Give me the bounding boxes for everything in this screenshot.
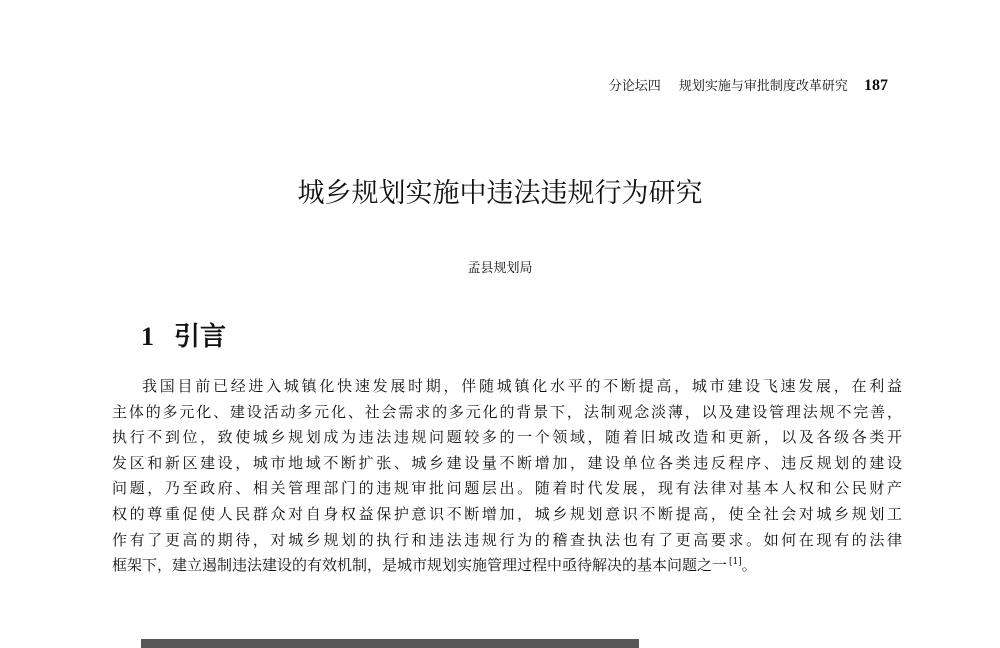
running-header-section: 分论坛四 xyxy=(608,79,661,94)
paragraph-line-last xyxy=(112,553,902,579)
running-header-title: 规划实施与审批制度改革研究 xyxy=(678,79,848,94)
section-number: 1 xyxy=(141,322,154,351)
closing-punctuation: 。 xyxy=(741,556,757,575)
paragraph-line: 权的尊重促使人民群众对自身权益保护意识不断增加，城乡规划意识不断提高，使全社会对城乡规划工 xyxy=(112,504,902,523)
page-number: 187 xyxy=(864,77,888,94)
paragraph-line-text: 框架下，建立遏制违法建设的有效机制，是城市规划实施管理过程中亟待解决的基本问题之一 xyxy=(112,556,728,575)
author-affiliation: 孟县规划局 xyxy=(467,261,533,276)
paragraph-line: 发区和新区建设，城市地域不断扩张、城乡建设量不断增加，建设单位各类违反程序、违反规划的建设 xyxy=(112,453,902,472)
section-heading-text: 引言 xyxy=(174,322,227,352)
clipped-next-section-heading xyxy=(141,639,639,648)
running-header xyxy=(609,77,888,96)
paragraph-line: 作有了更高的期待，对城乡规划的执行和违法违规行为的稽查执法也有了更高要求。如何在现有的法律 xyxy=(112,530,902,549)
body-paragraph xyxy=(112,374,902,579)
paragraph-line: 我国目前已经进入城镇化快速发展时期，伴随城镇化水平的不断提高，城市建设飞速发展，在利益 xyxy=(142,377,902,395)
paragraph-line: 执行不到位，致使城乡规划成为违法违规问题较多的一个领域，随着旧城改造和更新，以及各级各类开 xyxy=(112,428,902,447)
section-heading xyxy=(141,320,226,354)
paragraph-line: 主体的多元化、建设活动多元化、社会需求的多元化的背景下，法制观念淡薄，以及建设管理法规不完善， xyxy=(112,402,902,421)
paper-title: 城乡规划实施中违法违规行为研究 xyxy=(297,178,703,209)
citation-marker: [1] xyxy=(729,557,742,568)
paragraph-line: 问题，乃至政府、相关管理部门的违规审批问题层出。随着时代发展，现有法律对基本人权和公民财产 xyxy=(112,479,902,498)
